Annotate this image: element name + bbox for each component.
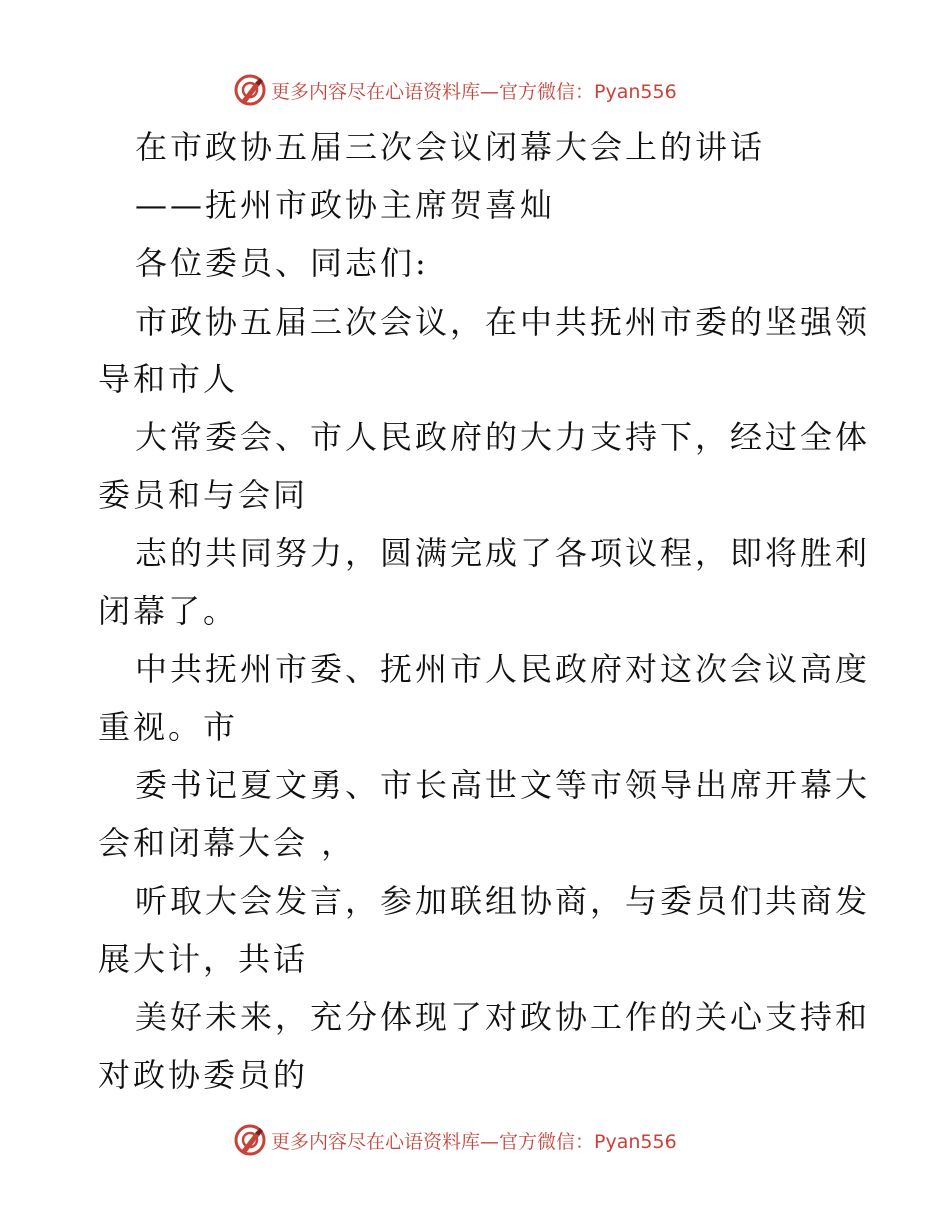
banner-text: [271, 77, 677, 104]
body-line: 会和闭幕大会 ，: [98, 824, 357, 862]
banner-main-text: 更多内容尽在心语资料库: [271, 1130, 481, 1153]
body-line: 对政协委员的: [98, 1056, 309, 1094]
body-line: 听取大会发言，参加联组协商，与委员们共商发: [135, 882, 871, 920]
banner-text: [271, 1127, 677, 1154]
banner-wechat-text: 官方微信：Pyan556: [499, 1130, 677, 1153]
body-line: 展大计，共话: [98, 940, 309, 978]
body-line: 市政协五届三次会议，在中共抚州市委的坚强领: [135, 303, 871, 341]
pen-logo-icon: [233, 73, 267, 107]
banner-wechat-text: 官方微信：Pyan556: [499, 80, 677, 103]
salutation: 各位委员、同志们:: [135, 244, 429, 282]
body-line: 闭幕了。: [98, 592, 239, 630]
footer-watermark-banner: [233, 1122, 677, 1158]
body-line: 委员和与会同: [98, 476, 309, 514]
header-watermark-banner: [233, 72, 677, 108]
pen-logo-icon: [233, 1123, 267, 1157]
banner-main-text: 更多内容尽在心语资料库: [271, 80, 481, 103]
speech-title: 在市政协五届三次会议闭幕大会上的讲话: [135, 128, 766, 166]
speech-subtitle: ——抚州市政协主席贺喜灿: [135, 186, 556, 224]
body-line: 志的共同努力，圆满完成了各项议程，即将胜利: [135, 534, 871, 572]
body-line: 中共抚州市委、抚州市人民政府对这次会议高度: [135, 650, 871, 688]
body-line: 委书记夏文勇、市长高世文等市领导出席开幕大: [135, 766, 871, 804]
body-line: 导和市人: [98, 360, 239, 398]
banner-dash: —: [480, 80, 500, 103]
body-line: 美好未来，充分体现了对政协工作的关心支持和: [135, 998, 871, 1036]
body-line: 重视。市: [98, 708, 239, 746]
banner-dash: —: [480, 1130, 500, 1153]
body-line: 大常委会、市人民政府的大力支持下，经过全体: [135, 418, 871, 456]
